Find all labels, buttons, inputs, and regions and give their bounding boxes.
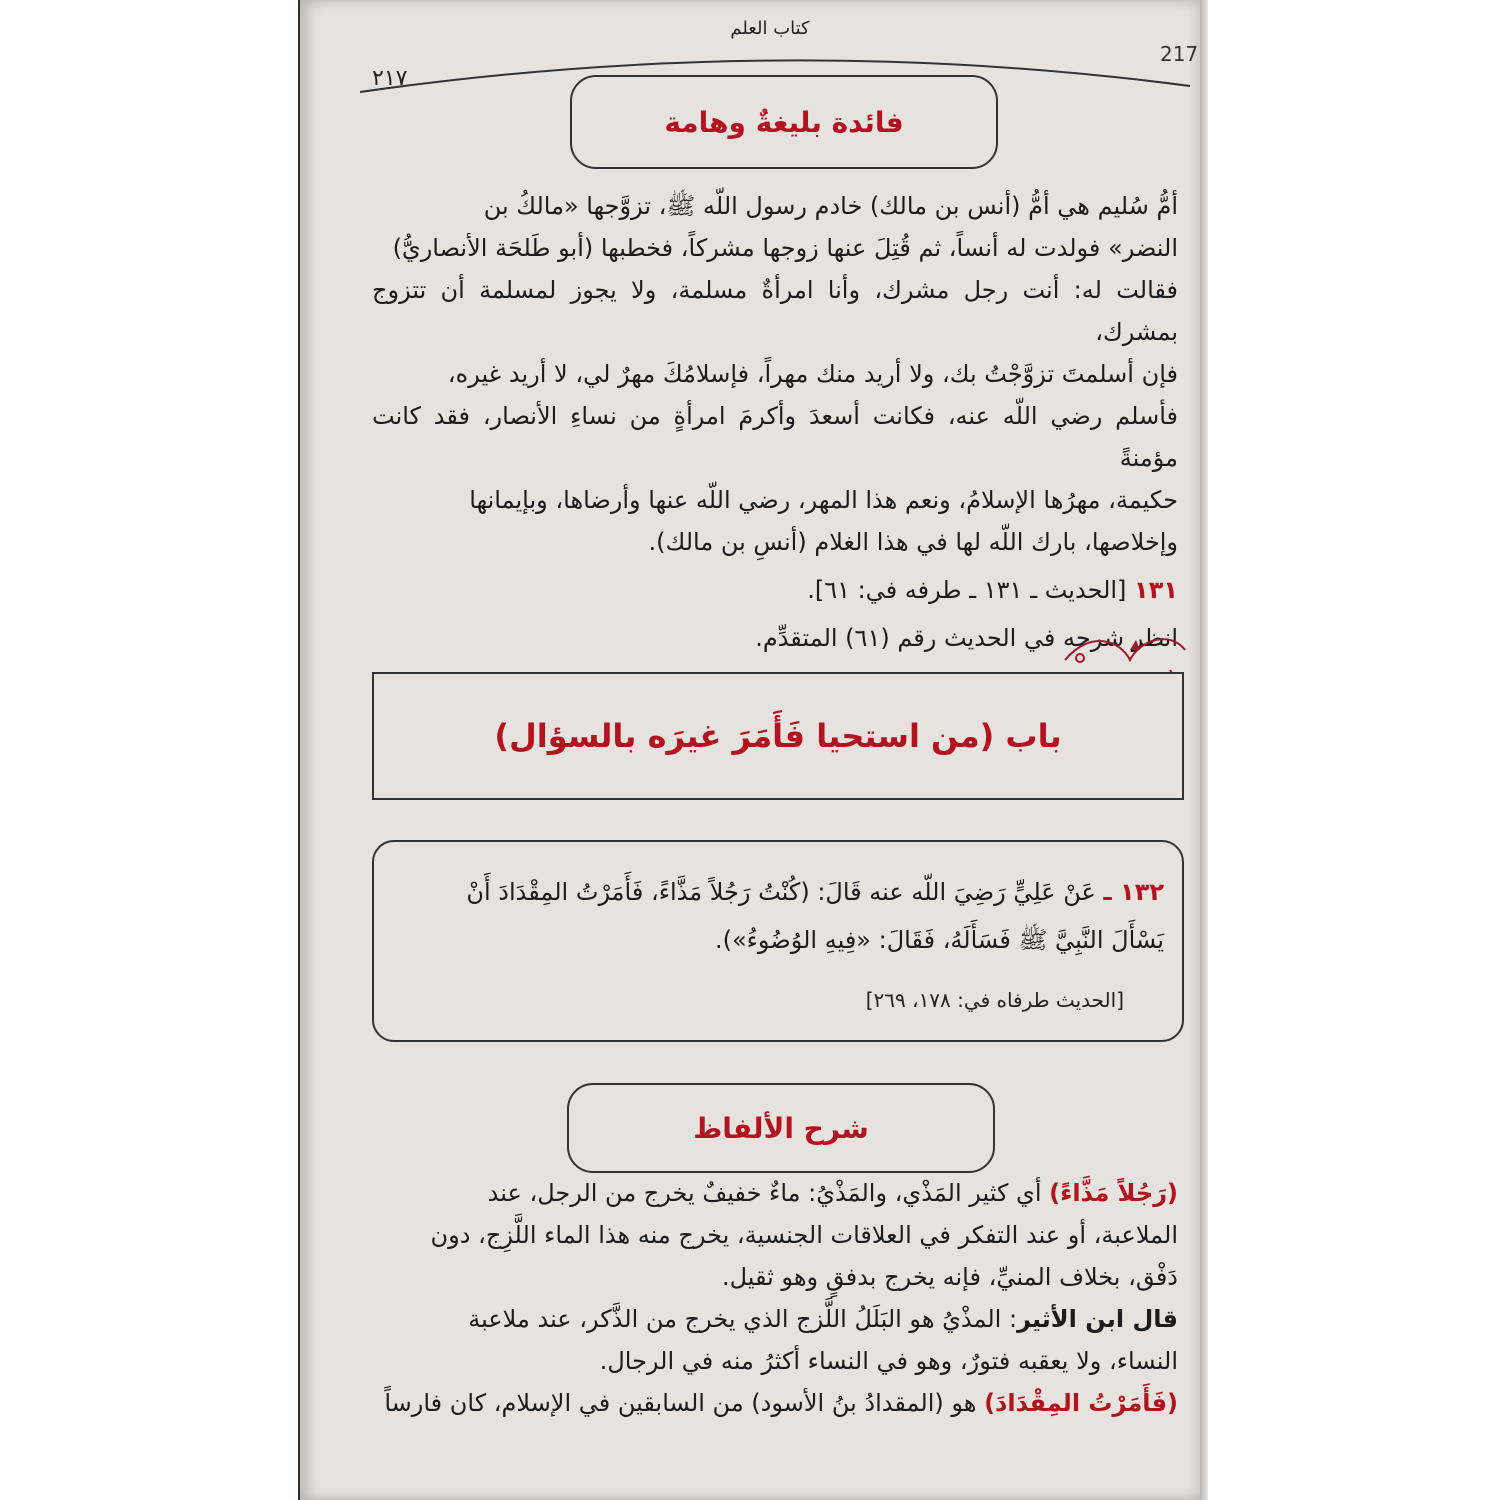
text-line: دَفْق، بخلاف المنيِّ، فإنه يخرج بدفقٍ وهو ثقيل.	[721, 1263, 1178, 1291]
chapter-heading	[372, 672, 1184, 800]
text-line: أمُّ سُليم هي أمُّ (أنس بن مالك) خادم رسول اللّه ﷺ، تزوَّجها «مالكُ بن	[483, 192, 1178, 220]
benefit-paragraph	[372, 185, 1178, 659]
page-number: ٢١٧	[372, 66, 408, 91]
text-line: حكيمة، مهرُها الإسلامُ، ونعم هذا المهر، رضي اللّه عنها وأرضاها، وبإيمانها	[469, 486, 1178, 514]
section-title-text: شرح الألفاظ	[693, 1111, 869, 1145]
hadith-reference: [الحديث ـ ١٣١ ـ طرفه في: ٦١].	[807, 576, 1127, 604]
text-line: فإن أسلمتَ تزوَّجْتُ بك، ولا أريد منك مهراً، فإسلامُكَ مهرٌ لي، لا أريد غيره،	[447, 360, 1178, 388]
text-line: هو (المقدادُ بنُ الأسود) من السابقين في الإسلام، كان فارساً	[384, 1389, 985, 1417]
see-also-note: انظر شرحه في الحديث رقم (٦١) المتقدِّم.	[755, 624, 1178, 652]
text-line: فقالت له: أنت رجل مشرك، وأنا امرأةٌ مسلمة، ولا يجوز لمسلمة أن تتزوج بمشرك،	[372, 276, 1178, 346]
page-number-latin: 217	[1160, 42, 1199, 66]
chapter-title: باب (من استحيا فَأَمَرَ غيرَه بالسؤال)	[494, 717, 1062, 755]
page-edge	[1200, 0, 1208, 1500]
text-line: النساء، ولا يعقبه فتورٌ، وهو في النساء أكثرُ منه في الرجال.	[599, 1347, 1178, 1375]
hadith-131-line	[372, 569, 1178, 611]
hadith-text	[394, 868, 1164, 964]
vocab-entry-2	[372, 1298, 1178, 1340]
hadith-line-text: عَنْ عَلِيٍّ رَضِيَ اللّه عنه قَالَ: (كُنْتُ رَجُلاً مَذَّاءً، فَأَمَرْتُ المِقْدَادَ أَنْ	[466, 878, 1096, 906]
section-title-vocabulary	[567, 1083, 995, 1173]
vocab-term: (فَأَمَرْتُ المِقْدَادَ)	[984, 1389, 1178, 1417]
running-title: كتاب العلم	[730, 18, 810, 39]
text-line: النضر» فولدت له أنساً، ثم قُتِلَ عنها زوجها مشركاً، فخطبها (أبو طَلحَة الأنصاريُّ)	[392, 234, 1178, 262]
vocab-term: (رَجُلاً مَذَّاءً)	[1049, 1179, 1178, 1207]
vocabulary-paragraph	[372, 1172, 1178, 1424]
section-title-text: فائدة بليغةٌ وهامة	[664, 105, 904, 139]
background-left	[0, 0, 298, 1500]
text-line: أي كثير المَذْي، والمَذْيُ: ماءٌ خفيفٌ يخرج من الرجل، عند	[487, 1179, 1050, 1207]
hadith-number: ١٣١	[1134, 576, 1178, 604]
text-line: الملاعبة، أو عند التفكر في العلاقات الجنسية، يخرج منه هذا الماء اللَّزِج، دون	[430, 1221, 1178, 1249]
hadith-cross-reference: [الحديث طرفاه في: ١٧٨، ٢٦٩]	[865, 988, 1124, 1012]
text-line: وإخلاصها، بارك اللّه لها في هذا الغلام (أنسِ بن مالك).	[648, 528, 1178, 556]
vocab-entry-3	[372, 1382, 1178, 1424]
hadith-box	[372, 840, 1184, 1042]
hadith-line: يَسْأَلَ النَّبِيَّ ﷺ فَسَأَلَهُ، فَقَالَ: «فِيهِ الوُضُوءُ»).	[714, 926, 1164, 954]
hadith-line	[394, 868, 1164, 916]
text-line: فأسلم رضي اللّه عنه، فكانت أسعدَ وأكرمَ امرأةٍ من نساءِ الأنصار، فقد كانت مؤمنةً	[372, 402, 1178, 472]
text-line: : المذْيُ هو البَلَلُ اللَّزج الذي يخرج من الذَّكر، عند ملاعبة	[468, 1305, 1018, 1333]
vocab-term: قال ابن الأثير	[1017, 1305, 1178, 1333]
hadith-number: ١٣٢ ـ	[1103, 878, 1164, 906]
section-title-benefit	[570, 75, 998, 169]
vocab-entry-1	[372, 1172, 1178, 1214]
